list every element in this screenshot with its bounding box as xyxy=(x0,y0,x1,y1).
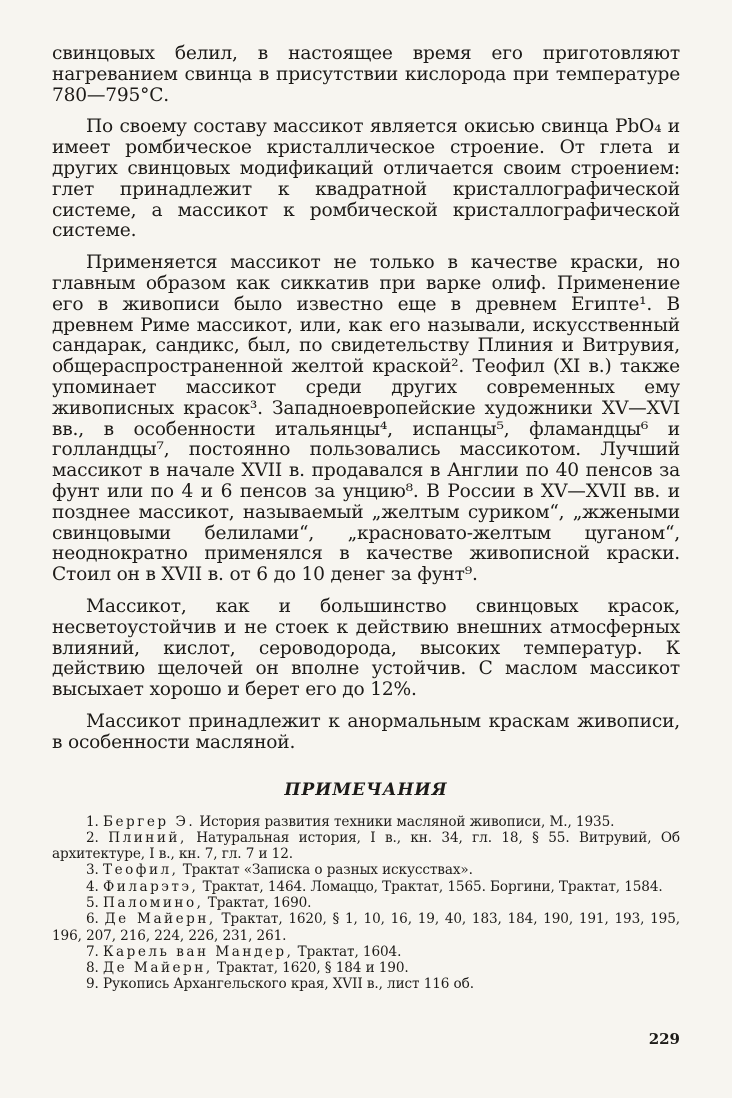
note-item: 7. Карель ван Мандер, Трактат, 1604. xyxy=(86,943,402,960)
paragraph-1: свинцовых белил, в настоящее время его приготовляют нагреванием свинца в присутствии кислорода при температуре 780—795°С. xyxy=(52,43,680,106)
paragraph-3: Применяется массикот не только в качестве краски, но главным образом как сиккатив при варке олиф. Применение его в живописи было известно еще в древнем Египте¹. В древнем Риме массикот, или, как его называли, искусственный сандарак, сандикс, был, по свидетельству Плиния и Витрувия, общераспространенной желтой краской². Теофил (XI в.) также упоминает массикот среди других современных ему живописных красок³. Западноевропейские художники XV—XVI вв., в особенности итальянцы⁴, испанцы⁵, фламандцы⁶ и голландцы⁷, постоянно пользовались массикотом. Лучший массикот в начале XVII в. продавался в Англии по 40 пенсов за фунт или по 4 и 6 пенсов за унцию⁸. В России в XV—XVII вв. и позднее массикот, называемый „желтым суриком“, „жжеными свинцовыми белилами“, „красновато-желтым цуганом“, неоднократно применялся в качестве живописной краски. Стоил он в XVII в. от 6 до 10 денег за фунт⁹. xyxy=(52,252,680,586)
notes-list xyxy=(52,814,680,993)
note-item: 4. Филарэтэ, Трактат, 1464. Ломаццо, Трактат, 1565. Боргини, Трактат, 1584. xyxy=(86,878,663,895)
note-item: 8. Де Майерн, Трактат, 1620, § 184 и 190. xyxy=(86,960,409,977)
paragraph-5: Массикот принадлежит к анормальным краскам живописи, в особенности масляной. xyxy=(52,710,680,753)
page-body xyxy=(52,44,680,993)
paragraph-2: По своему составу массикот является окисью свинца PbO₄ и имеет ромбическое кристаллическое строение. От глета и других свинцовых модификаций отличается своим строением: глет принадлежит к квадратной кристаллографической системе, а массикот к ромбической кристаллографической системе. xyxy=(52,116,680,242)
note-item: 9. Рукопись Архангельского края, XVII в., лист 116 об. xyxy=(86,976,474,993)
page-number: 229 xyxy=(648,1030,680,1048)
notes-heading: ПРИМЕЧАНИЯ xyxy=(284,779,448,800)
note-item: 5. Паломино, Трактат, 1690. xyxy=(86,894,312,911)
note-item: 2. Плиний, Натуральная история, I в., кн. 34, гл. 18, § 55. Витрувий, Об архитектуре, I в., кн. 7, гл. 7 и 12. xyxy=(52,829,680,863)
note-item: 1. Бергер Э. История развития техники масляной живописи, М., 1935. xyxy=(86,813,615,830)
note-item: 3. Теофил, Трактат «Записка о разных искусствах». xyxy=(86,862,473,879)
note-item: 6. Де Майерн, Трактат, 1620, § 1, 10, 16, 19, 40, 183, 184, 190, 191, 193, 195, 196, 207, 216, 224, 226, 231, 261. xyxy=(52,911,680,944)
paragraph-4: Массикот, как и большинство свинцовых красок, несветоустойчив и не стоек к действию внешних атмосферных влияний, кислот, сероводорода, высоких температур. К действию щелочей он вполне устойчив. С маслом массикот высыхает хорошо и берет его до 12%. xyxy=(52,595,680,701)
